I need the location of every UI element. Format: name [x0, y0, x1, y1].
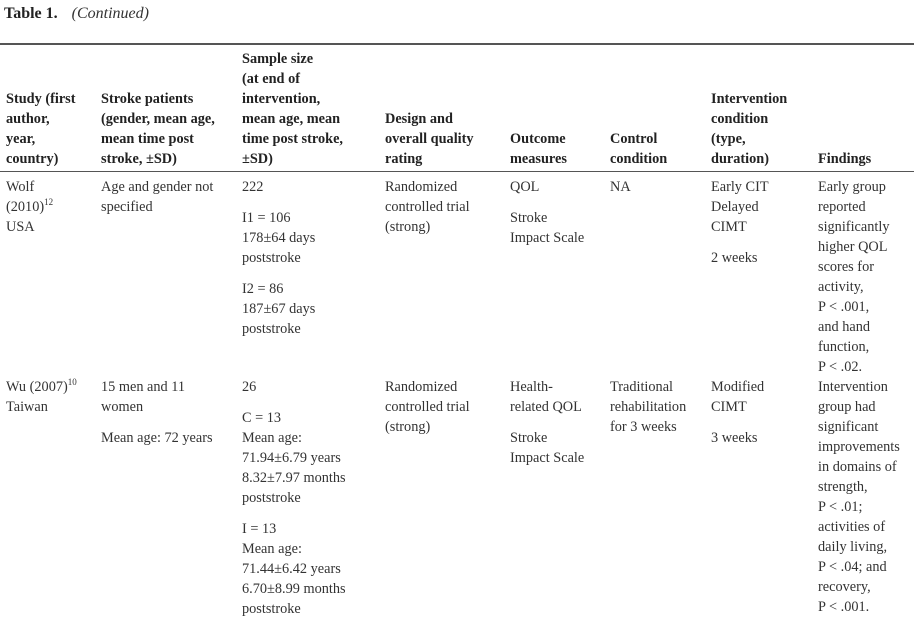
cell-sample — [242, 177, 315, 339]
sample-paragraph: 222 — [242, 179, 264, 195]
findings-paragraph: Early group reported significantly higher QOL scores for activity, P < .001, and hand function, P < .02. — [818, 179, 890, 375]
cell-intervention — [711, 177, 769, 268]
header-findings: Findings — [818, 151, 872, 167]
cell-findings — [818, 377, 900, 617]
cell-design — [385, 377, 470, 437]
table-label: Table 1. — [4, 5, 58, 22]
header-study: Study (first author, year, country) — [6, 91, 76, 167]
cell-intervention — [711, 377, 764, 448]
intervention-paragraph: 2 weeks — [711, 250, 758, 266]
control-paragraph: NA — [610, 179, 631, 195]
outcomes-paragraph: Health- related QOL — [510, 379, 582, 415]
patients-paragraph: 15 men and 11 women — [101, 379, 186, 415]
cell-patients — [101, 177, 213, 217]
intervention-paragraph: Modified CIMT — [711, 379, 765, 415]
outcomes-paragraph: Stroke Impact Scale — [510, 430, 585, 466]
table-caption — [4, 5, 149, 23]
reference-number: 12 — [44, 197, 54, 208]
cell-patients — [101, 377, 213, 448]
design-paragraph: Randomized controlled trial (strong) — [385, 179, 470, 235]
patients-paragraph: Mean age: 72 years — [101, 430, 213, 446]
cell-control — [610, 177, 631, 197]
header-intervention: Intervention condition (type, duration) — [711, 91, 788, 167]
header-outcomes: Outcome measures — [510, 131, 567, 167]
study-name: Wolf (2010) — [6, 179, 45, 215]
sample-paragraph: I1 = 106 178±64 days poststroke — [242, 210, 316, 266]
cell-design — [385, 177, 470, 237]
outcomes-paragraph: QOL — [510, 179, 540, 195]
outcomes-paragraph: Stroke Impact Scale — [510, 210, 585, 246]
intervention-paragraph: Early CIT Delayed CIMT — [711, 179, 769, 235]
findings-paragraph: Intervention group had significant improvements in domains of strength, P < .01; activities of daily living, P < .04; and recovery, P < .001. — [818, 379, 900, 615]
cell-findings — [818, 177, 889, 377]
sample-paragraph: I = 13 Mean age: 71.44±6.42 years 6.70±8.99 months poststroke — [242, 521, 346, 617]
cell-sample — [242, 377, 346, 619]
study-country: Taiwan — [6, 399, 48, 415]
cell-study — [6, 177, 53, 237]
header-rule — [0, 171, 914, 172]
study-country: USA — [6, 219, 35, 235]
header-control: Control condition — [610, 131, 668, 167]
cell-control — [610, 377, 686, 437]
header-design: Design and overall quality rating — [385, 111, 474, 167]
header-patients: Stroke patients (gender, mean age, mean time post stroke, ±SD) — [101, 91, 215, 167]
sample-paragraph: 26 — [242, 379, 257, 395]
top-rule — [0, 43, 914, 45]
sample-paragraph: C = 13 Mean age: 71.94±6.79 years 8.32±7.97 months poststroke — [242, 410, 346, 506]
header-sample: Sample size (at end of intervention, mean age, mean time post stroke, ±SD) — [242, 51, 343, 167]
cell-outcomes — [510, 377, 584, 468]
study-name: Wu (2007) — [6, 379, 68, 395]
reference-number: 10 — [67, 377, 77, 388]
design-paragraph: Randomized controlled trial (strong) — [385, 379, 470, 435]
cell-study — [6, 377, 77, 417]
table-note: (Continued) — [71, 5, 149, 22]
cell-outcomes — [510, 177, 584, 248]
intervention-paragraph: 3 weeks — [711, 430, 758, 446]
control-paragraph: Traditional rehabilitation for 3 weeks — [610, 379, 687, 435]
patients-paragraph: Age and gender not specified — [101, 179, 214, 215]
sample-paragraph: I2 = 86 187±67 days poststroke — [242, 281, 316, 337]
